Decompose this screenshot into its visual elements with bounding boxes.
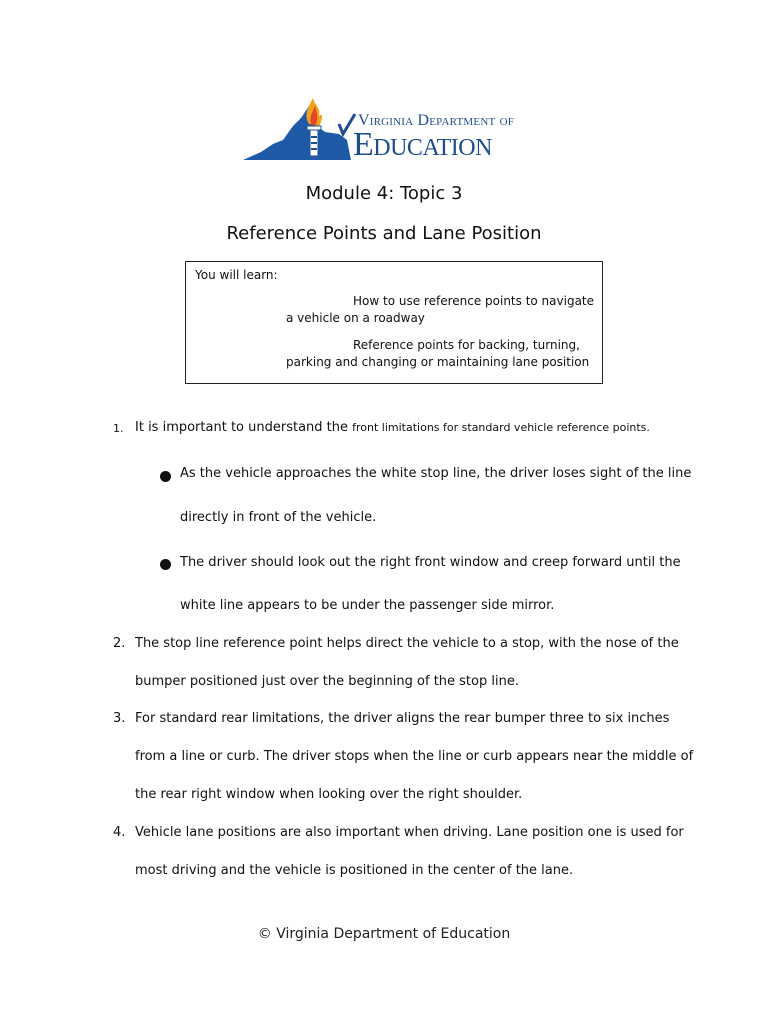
module-title: Module 4: Topic 3 [305,183,463,204]
bullet-icon [160,559,171,570]
footer-copyright: © Virginia Department of Education [257,926,511,942]
virginia-torch-icon [243,96,363,166]
logo-text-top: Virginia Department of [358,112,515,129]
bullet2-line2: white line appears to be under the passenger side mirror. [180,598,555,613]
item4-line2: most driving and the vehicle is positioned in the center of the lane. [135,863,574,878]
learn-heading: You will learn: [195,268,278,282]
learn-item: Reference points for backing, turning, parking and changing or maintaining lane position [286,338,590,369]
item2-line1: The stop line reference point helps direct the vehicle to a stop, with the nose of the [135,636,679,651]
list-number: 2. [113,636,126,651]
item3-line2: from a line or curb. The driver stops when the line or curb appears near the middle of [135,749,694,764]
bullet2-line1: The driver should look out the right front window and creep forward until the [180,555,681,570]
item1-text-small: front limitations for standard vehicle reference points. [352,421,650,434]
item1-text-lead: It is important to understand the [135,420,353,435]
learn-item: How to use reference points to navigate a vehicle on a roadway [286,294,595,325]
bullet1-line1: As the vehicle approaches the white stop line, the driver loses sight of the line [180,466,692,481]
learning-objectives-box [185,261,603,384]
item1-text [135,420,650,435]
list-number: 3. [113,711,126,726]
item4-line1: Vehicle lane positions are also important when driving. Lane position one is used for [135,825,684,840]
logo-text-bottom: Education [353,126,492,163]
bullet1-line2: directly in front of the vehicle. [180,510,377,525]
topic-title: Reference Points and Lane Position [226,223,542,244]
item3-line1: For standard rear limitations, the driver aligns the rear bumper three to six inches [135,711,670,726]
list-number: 1. [113,422,124,435]
list-number: 4. [113,825,126,840]
item3-line3: the rear right window when looking over the right shoulder. [135,787,523,802]
vdoe-logo [243,96,533,166]
bullet-icon [160,471,171,482]
item2-line2: bumper positioned just over the beginning of the stop line. [135,674,519,689]
